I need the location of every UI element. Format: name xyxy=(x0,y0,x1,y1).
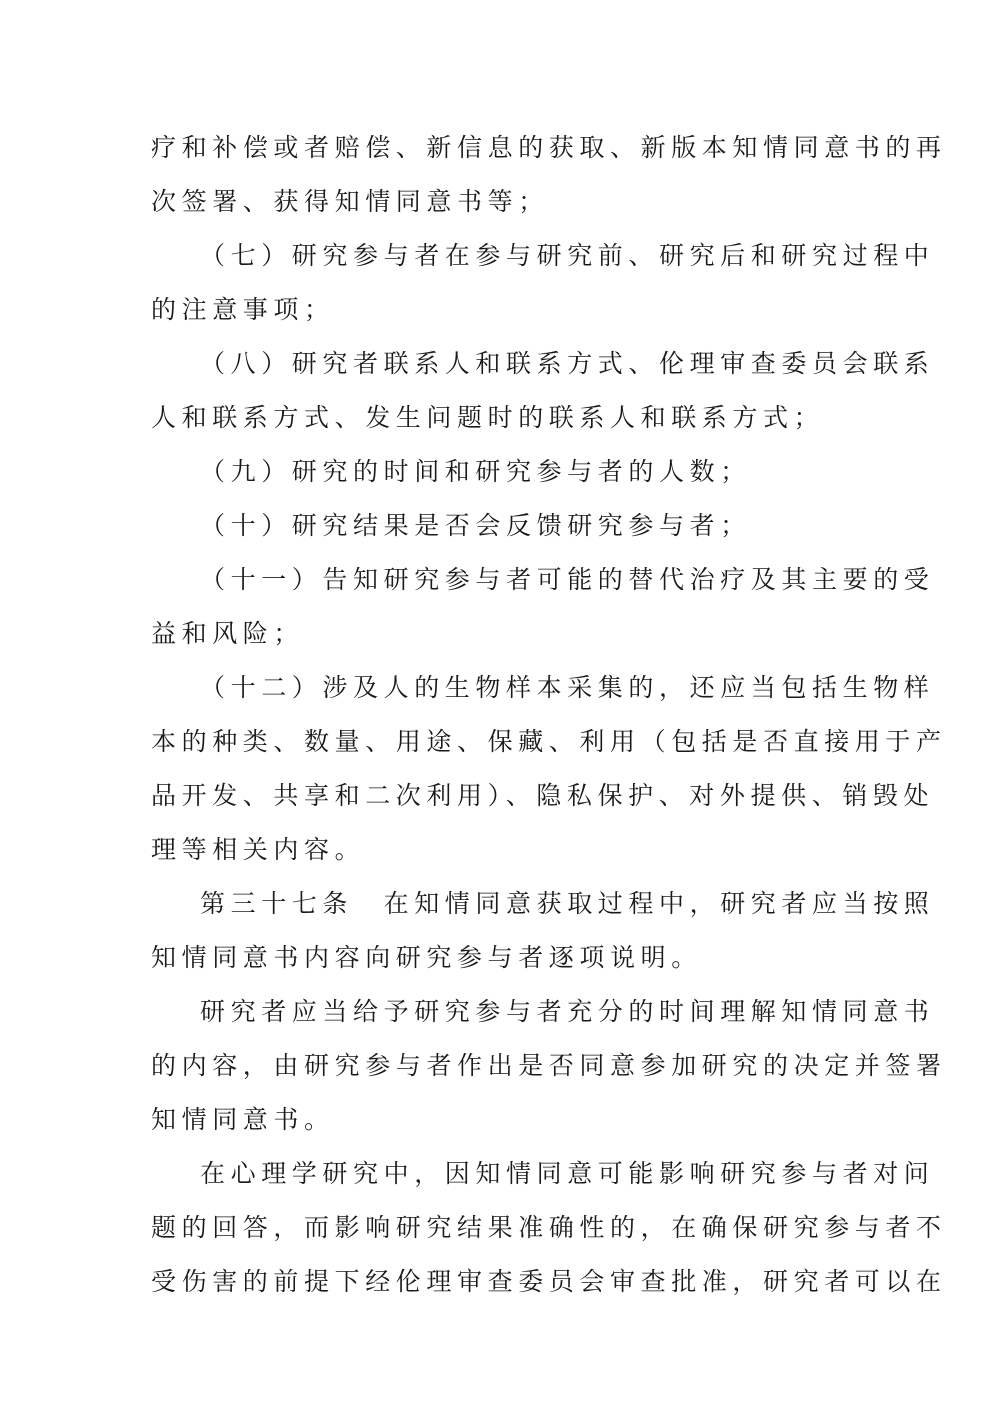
text-line: （十）研究结果是否会反馈研究参与者； xyxy=(200,511,751,540)
text-line: （十二）涉及人的生物样本采集的，还应当包括生物样 xyxy=(200,673,935,702)
text-line: 次签署、获得知情同意书等； xyxy=(151,187,549,216)
text-line: 知情同意书。 xyxy=(151,1105,335,1134)
text-line: 题的回答，而影响研究结果准确性的，在确保研究参与者不 xyxy=(151,1213,947,1242)
text-line: （十一）告知研究参与者可能的替代治疗及其主要的受 xyxy=(200,565,935,594)
text-line: 理等相关内容。 xyxy=(151,835,366,864)
article-heading-line: 第三十七条 在知情同意获取过程中，研究者应当按照 xyxy=(200,889,935,918)
text-line: 品开发、共享和二次利用）、隐私保护、对外提供、销毁处 xyxy=(151,781,935,810)
text-line: （七）研究参与者在参与研究前、研究后和研究过程中 xyxy=(200,241,935,270)
text-line: 疗和补偿或者赔偿、新信息的获取、新版本知情同意书的再 xyxy=(151,133,947,162)
text-line: （八）研究者联系人和联系方式、伦理审查委员会联系 xyxy=(200,349,935,378)
text-line: 在心理学研究中，因知情同意可能影响研究参与者对问 xyxy=(200,1159,935,1188)
text-line: （九）研究的时间和研究参与者的人数； xyxy=(200,457,751,486)
text-line: 的注意事项； xyxy=(151,295,335,324)
text-line: 受伤害的前提下经伦理审查委员会审查批准，研究者可以在 xyxy=(151,1267,947,1296)
text-line: 研究者应当给予研究参与者充分的时间理解知情同意书 xyxy=(200,997,935,1026)
text-line: 本的种类、数量、用途、保藏、利用（包括是否直接用于产 xyxy=(151,727,947,756)
text-line: 益和风险； xyxy=(151,619,305,648)
text-line: 的内容，由研究参与者作出是否同意参加研究的决定并签署 xyxy=(151,1051,947,1080)
text-line: 人和联系方式、发生问题时的联系人和联系方式； xyxy=(151,403,825,432)
text-line: 知情同意书内容向研究参与者逐项说明。 xyxy=(151,943,702,972)
